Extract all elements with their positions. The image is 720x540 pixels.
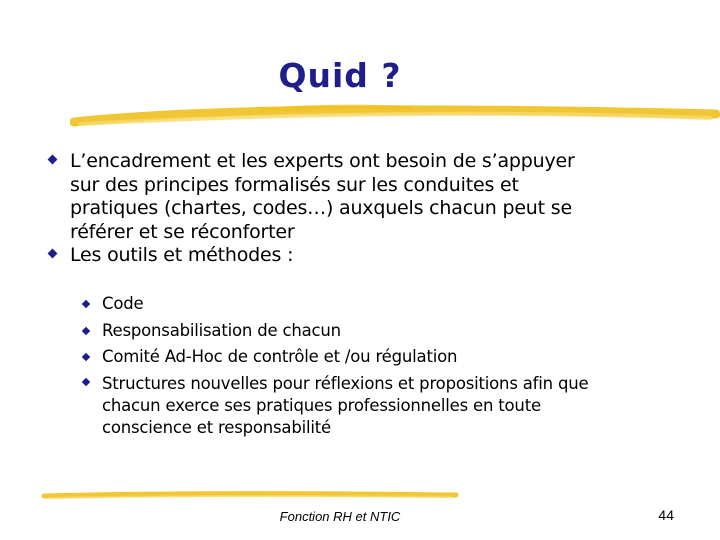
sub-bullet-line: chacun exerce ses pratiques professionnelles en toute [102,395,541,415]
sub-bullet-item [82,371,682,439]
diamond-bullet-icon [48,249,58,259]
sub-bullet-item [82,344,682,371]
bullet-line: L’encadrement et les experts ont besoin de s’appuyer [70,150,575,172]
sub-bullet-line: Structures nouvelles pour réflexions et propositions afin que [102,373,589,393]
diamond-bullet-icon [82,353,90,361]
diamond-bullet-icon [82,300,90,308]
diamond-bullet-icon [82,326,90,334]
slide-title: Quid ? [278,56,402,95]
bullet-line: pratiques (chartes, codes…) auxquels chacun peut se [70,197,572,219]
sub-bullet-item [82,318,682,345]
bullet-line: référer et se réconforter [70,220,295,243]
bullet-line: Les outils et méthodes : [70,244,294,266]
footer-text: Fonction RH et NTIC [279,509,401,524]
footer-highlight-stroke [40,487,460,503]
main-bullet-list [48,150,688,268]
sub-bullet-line: conscience et responsabilité [102,417,331,437]
diamond-bullet-icon [48,155,58,165]
bullet-item [48,150,688,244]
title-highlight-stroke [70,100,720,132]
sub-bullet-line: Comité Ad-Hoc de contrôle et /ou régulation [102,347,458,366]
bullet-item [48,244,688,268]
sub-bullet-line: Responsabilisation de chacun [102,320,341,340]
diamond-bullet-icon [82,377,90,385]
bullet-line: sur des principes formalisés sur les conduites et [70,173,519,196]
sub-bullet-list [82,291,682,439]
page-number: 44 [658,507,674,523]
sub-bullet-item [82,291,682,318]
sub-bullet-line: Code [102,294,144,313]
